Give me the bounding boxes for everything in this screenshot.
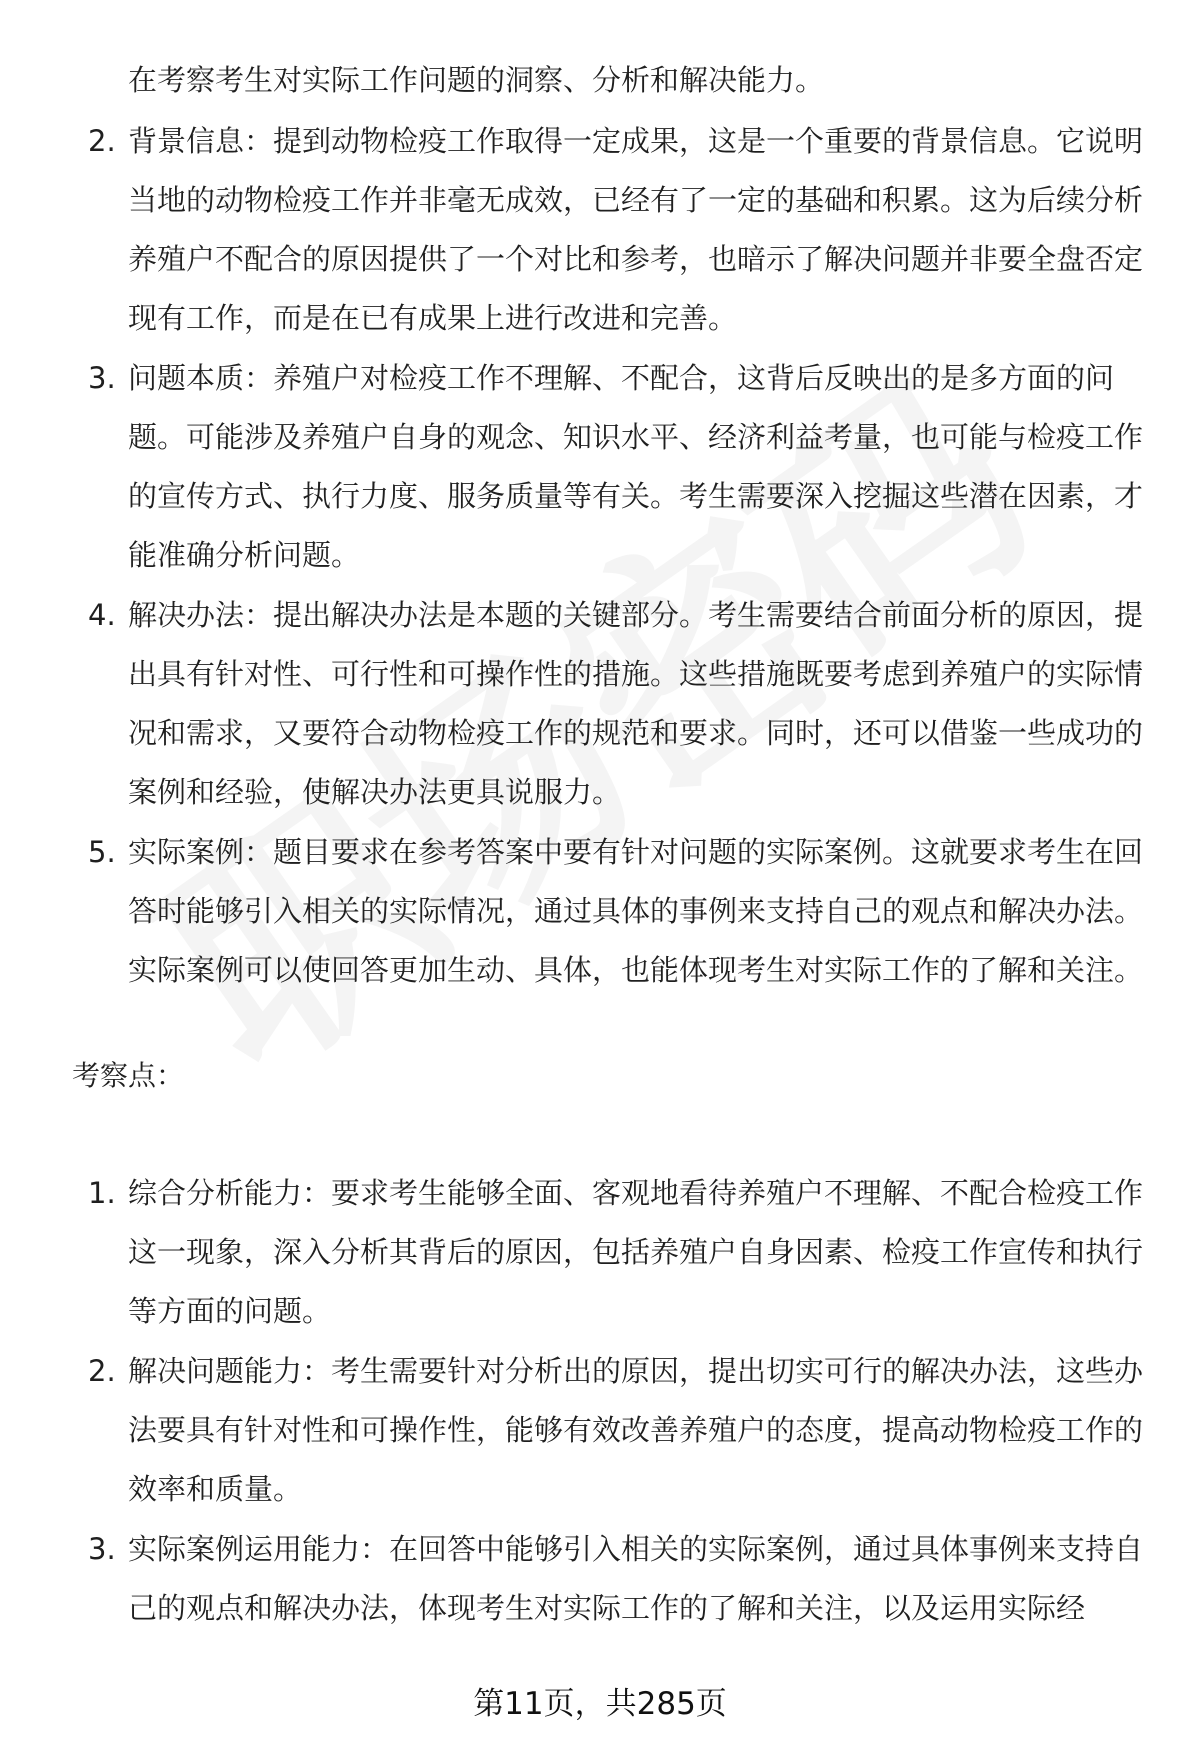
list-item-text: 综合分析能力：要求考生能够全面、客观地看待养殖户不理解、不配合检疫工作这一现象，深入分析其背后的原因，包括养殖户自身因素、检疫工作宣传和执行等方面的问题。 <box>128 1176 1144 1328</box>
continued-paragraph: 在考察考生对实际工作问题的洞察、分析和解决能力。 <box>128 63 825 97</box>
list-item <box>0 1164 1148 1341</box>
list-item-number: 3. <box>88 361 116 395</box>
list-item <box>0 1342 1148 1519</box>
list-item <box>0 586 1148 822</box>
list-item-text: 实际案例：题目要求在参考答案中要有针对问题的实际案例。这就要求考生在回答时能够引入相关的实际情况，通过具体的事例来支持自己的观点和解决办法。实际案例可以使回答更加生动、具体，也能体现考生对实际工作的了解和关注。 <box>128 835 1144 987</box>
list-item <box>0 112 1148 348</box>
analysis-list <box>0 112 1200 1001</box>
list-item <box>0 1520 1148 1638</box>
list-item-text: 解决问题能力：考生需要针对分析出的原因，提出切实可行的解决办法，这些办法要具有针对性和可操作性，能够有效改善养殖户的态度，提高动物检疫工作的效率和质量。 <box>128 1354 1144 1506</box>
list-item-number: 2. <box>88 124 116 158</box>
page-footer: 第11页，共285页 <box>473 1686 727 1722</box>
list-item-text: 实际案例运用能力：在回答中能够引入相关的实际案例，通过具体事例来支持自己的观点和解决办法，体现考生对实际工作的了解和关注，以及运用实际经 <box>128 1532 1144 1625</box>
list-item-text: 背景信息：提到动物检疫工作取得一定成果，这是一个重要的背景信息。它说明当地的动物检疫工作并非毫无成效，已经有了一定的基础和积累。这为后续分析养殖户不配合的原因提供了一个对比和参考，也暗示了解决问题并非要全盘否定现有工作，而是在已有成果上进行改进和完善。 <box>128 124 1144 335</box>
section-heading: 考察点： <box>72 1059 185 1092</box>
list-item-number: 2. <box>88 1354 116 1388</box>
list-item-number: 1. <box>88 1176 116 1210</box>
list-item <box>0 823 1148 1000</box>
list-item <box>0 349 1148 585</box>
list-item-text: 问题本质：养殖户对检疫工作不理解、不配合，这背后反映出的是多方面的问题。可能涉及养殖户自身的观念、知识水平、经济利益考量，也可能与检疫工作的宣传方式、执行力度、服务质量等有关。考生需要深入挖掘这些潜在因素，才能准确分析问题。 <box>128 361 1144 572</box>
list-item-number: 3. <box>88 1532 116 1566</box>
exam-points-list <box>0 1164 1200 1639</box>
list-item-number: 4. <box>88 598 116 632</box>
list-item-text: 解决办法：提出解决办法是本题的关键部分。考生需要结合前面分析的原因，提出具有针对性、可行性和可操作性的措施。这些措施既要考虑到养殖户的实际情况和需求，又要符合动物检疫工作的规范和要求。同时，还可以借鉴一些成功的案例和经验，使解决办法更具说服力。 <box>128 598 1144 809</box>
list-item-number: 5. <box>88 835 116 869</box>
